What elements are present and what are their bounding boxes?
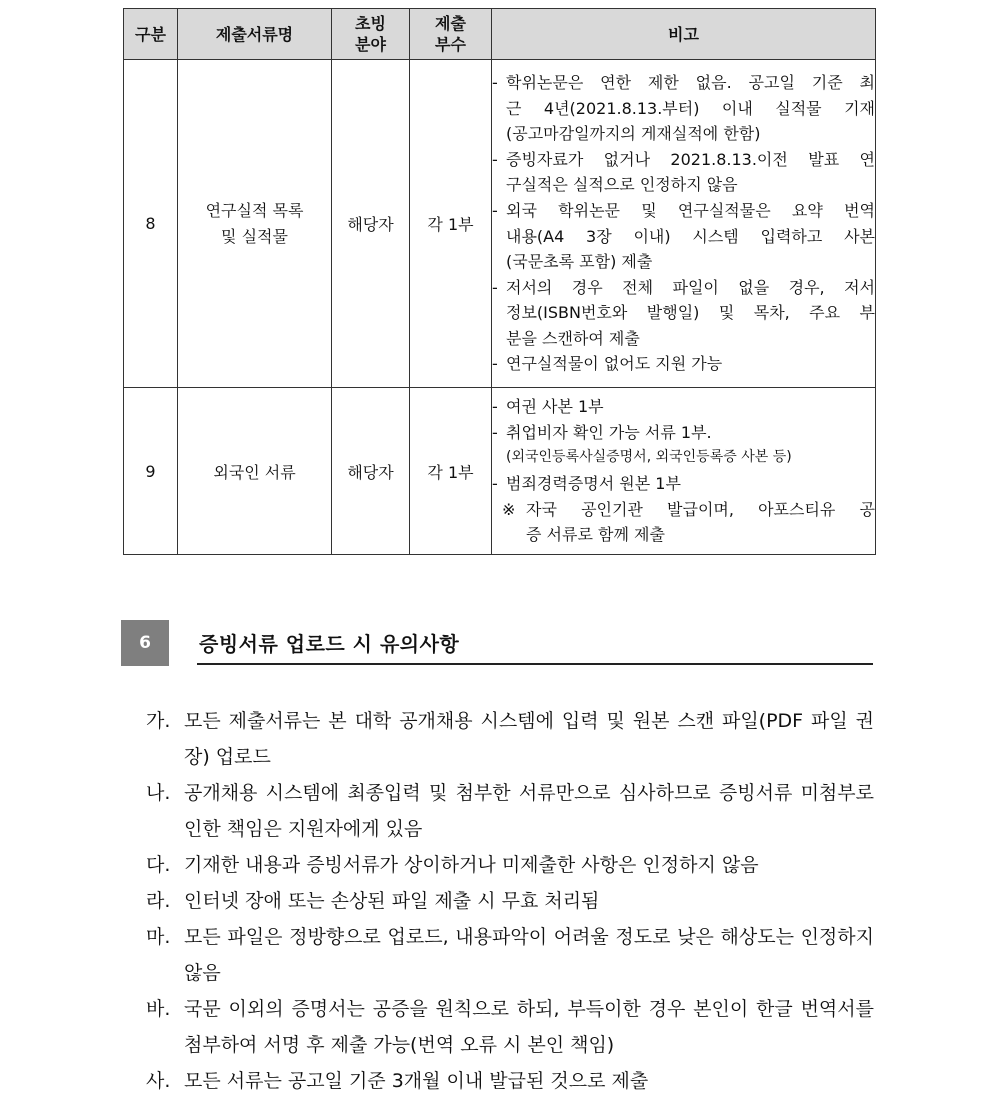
remark-line: - 외국 학위논문 및 연구실적물은 요약 번역 [492, 200, 875, 220]
item-label: 바. [146, 998, 171, 1020]
list-item [146, 775, 874, 847]
item-text: 공개채용 시스템에 최종입력 및 첨부한 서류만으로 심사하므로 증빙서류 미첨부로 인한 책임은 지원자에게 있음 [184, 782, 874, 840]
reference-mark-icon: ※ [502, 499, 516, 519]
remark-line: 구실적은 실적으로 인정하지 않음 [506, 175, 738, 195]
list-item [146, 919, 874, 991]
list-item [146, 847, 874, 883]
remark-line: 근 4년(2021.8.13.부터) 이내 실적물 기재 [506, 98, 875, 118]
list-item [146, 883, 874, 919]
remark-line: - 여권 사본 1부 [492, 397, 604, 417]
row-number: 8 [124, 60, 178, 388]
remark-line: 분을 스캔하여 제출 [506, 328, 640, 348]
item-text: 모든 제출서류는 본 대학 공개채용 시스템에 입력 및 원본 스캔 파일(PDF 파일 권장) 업로드 [184, 710, 874, 768]
header-copies: 제출 부수 [410, 9, 492, 60]
remark-line: (외국인등록사실증명서, 외국인등록증 사본 등) [506, 449, 792, 466]
remark-line: 정보(ISBN번호와 발행일) 및 목차, 주요 부 [506, 303, 875, 323]
row-number: 9 [124, 388, 178, 555]
remark-line: (공고마감일까지의 게재실적에 한함) [506, 124, 761, 144]
remark-line: 내용(A4 3장 이내) 시스템 입력하고 사본 [506, 226, 875, 246]
item-label: 나. [146, 782, 171, 804]
header-remarks: 비고 [492, 9, 876, 60]
row-remarks [492, 60, 876, 388]
submission-docs-table [123, 8, 876, 555]
remark-line: ※ 자국 공인기관 발급이며, 아포스티유 공 [492, 497, 875, 523]
remark-line: - 연구실적물이 없어도 지원 가능 [492, 354, 723, 374]
remark-line: - 범죄경력증명서 원본 1부 [492, 474, 681, 493]
section-heading [121, 620, 873, 666]
item-text: 모든 서류는 공고일 기준 3개월 이내 발급된 것으로 제출 [184, 1070, 649, 1092]
remark-line: 증 서류로 함께 제출 [526, 525, 665, 545]
row-doc-name: 외국인 서류 [178, 388, 332, 555]
item-text: 인터넷 장애 또는 손상된 파일 제출 시 무효 처리됨 [184, 890, 600, 912]
remark-line: - 증빙자료가 없거나 2021.8.13.이전 발표 연 [492, 149, 875, 169]
list-item [146, 991, 874, 1063]
row-field: 해당자 [332, 60, 410, 388]
item-label: 사. [146, 1070, 171, 1092]
table-header-row [124, 9, 876, 60]
item-text: 국문 이외의 증명서는 공증을 원칙으로 하되, 부득이한 경우 본인이 한글 번역서를 첨부하여 서명 후 제출 가능(번역 오류 시 본인 책임) [184, 998, 874, 1056]
row-remarks [492, 388, 876, 555]
section-title: 증빙서류 업로드 시 유의사항 [199, 632, 460, 656]
item-label: 다. [146, 854, 171, 876]
row-field: 해당자 [332, 388, 410, 555]
item-text: 기재한 내용과 증빙서류가 상이하거나 미제출한 사항은 인정하지 않음 [184, 854, 759, 876]
item-text: 모든 파일은 정방향으로 업로드, 내용파악이 어려울 정도로 낮은 해상도는 인정하지 않음 [184, 926, 874, 984]
header-field: 초빙 분야 [332, 9, 410, 60]
list-item [146, 703, 874, 775]
row-copies: 각 1부 [410, 388, 492, 555]
item-label: 라. [146, 890, 171, 912]
item-label: 가. [146, 710, 171, 732]
section-underline [197, 663, 873, 665]
remark-line: - 저서의 경우 전체 파일이 없을 경우, 저서 [492, 277, 875, 297]
remark-line: - 취업비자 확인 가능 서류 1부. [492, 422, 712, 442]
remark-line: (국문초록 포함) 제출 [506, 252, 653, 272]
remark-line: - 학위논문은 연한 제한 없음. 공고일 기준 최 [492, 72, 875, 92]
table-row [124, 60, 876, 388]
row-copies: 각 1부 [410, 60, 492, 388]
table-row [124, 388, 876, 555]
header-doc-name: 제출서류명 [178, 9, 332, 60]
notice-list [146, 703, 874, 1099]
row-doc-name: 연구실적 목록 및 실적물 [178, 60, 332, 388]
header-category: 구분 [124, 9, 178, 60]
section-number-badge: 6 [121, 620, 169, 666]
list-item [146, 1063, 874, 1099]
item-label: 마. [146, 926, 171, 948]
